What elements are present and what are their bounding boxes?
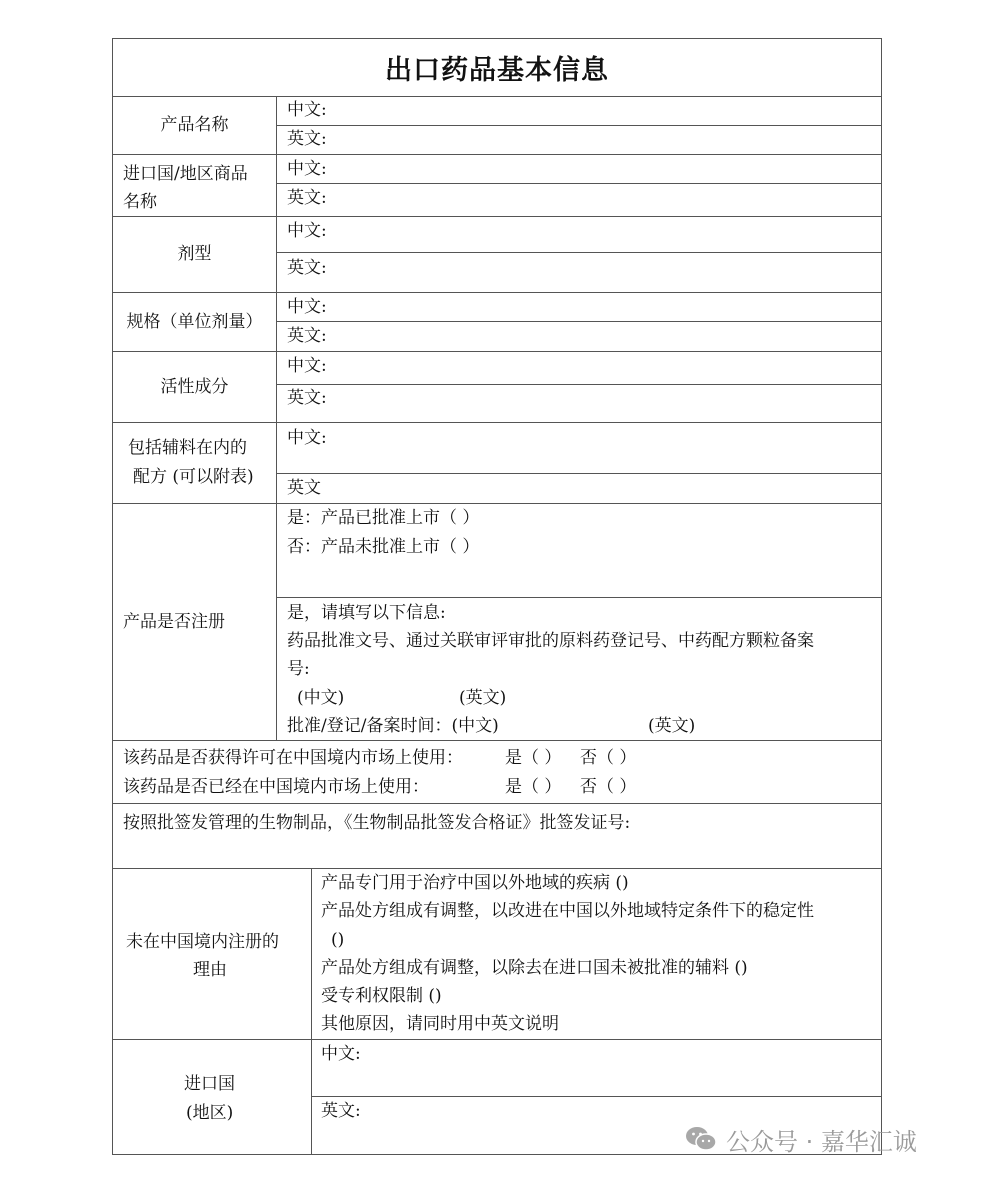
wechat-icon xyxy=(684,1125,718,1153)
dosage-form-cn[interactable]: 中文: xyxy=(287,221,327,241)
specification-cn[interactable]: 中文: xyxy=(287,297,327,317)
approval-number-label-l1: 药品批准文号、通过关联审评审批的原料药登记号、中药配方颗粒备案 xyxy=(287,631,814,651)
approval-number-label-l2: 号: xyxy=(287,659,310,679)
label-specification: 规格（单位剂量） xyxy=(126,311,263,332)
label-registered: 产品是否注册 xyxy=(123,611,225,632)
import-country-en[interactable]: 英文: xyxy=(321,1101,361,1121)
approval-cn-field[interactable]: (中文) xyxy=(297,688,345,708)
watermark-text: 公众号 · 嘉华汇诚 xyxy=(726,1127,917,1156)
market-permit-q2: 该药品是否已经在中国境内市场上使用： xyxy=(123,777,429,797)
formula-cn[interactable]: 中文: xyxy=(287,428,327,448)
reason-option-2-l2[interactable]: () xyxy=(331,930,345,950)
market-permit-q2-no[interactable]: 否（ ） xyxy=(580,777,637,797)
registered-no[interactable]: 否：产品未批准上市（ ） xyxy=(287,537,480,557)
registered-fill-prompt: 是，请填写以下信息: xyxy=(287,603,446,623)
specification-en[interactable]: 英文: xyxy=(287,326,327,346)
active-ingredient-cn[interactable]: 中文: xyxy=(287,356,327,376)
dosage-form-en[interactable]: 英文: xyxy=(287,258,327,278)
import-name-cn[interactable]: 中文: xyxy=(287,159,327,179)
biologics-certificate-field[interactable]: 按照批签发管理的生物制品，《生物制品批签发合格证》批签发证号: xyxy=(123,813,631,833)
approval-time-cn[interactable]: 批准/登记/备案时间：(中文) xyxy=(287,716,499,736)
label-import-name-l2: 名称 xyxy=(123,192,157,212)
active-ingredient-en[interactable]: 英文: xyxy=(287,388,327,408)
registered-yes[interactable]: 是：产品已批准上市（ ） xyxy=(287,508,480,528)
market-permit-q2-yes[interactable]: 是（ ） xyxy=(505,777,562,797)
label-product-name: 产品名称 xyxy=(160,115,229,135)
market-permit-q1-yes[interactable]: 是（ ） xyxy=(505,748,562,768)
watermark xyxy=(684,1122,917,1156)
reason-option-5[interactable]: 其他原因，请同时用中英文说明 xyxy=(321,1014,559,1034)
reason-option-1[interactable]: 产品专门用于治疗中国以外地域的疾病 () xyxy=(321,873,629,893)
reason-option-2-l1[interactable]: 产品处方组成有调整，以改进在中国以外地域特定条件下的稳定性 xyxy=(321,901,814,921)
import-name-en[interactable]: 英文: xyxy=(287,188,327,208)
label-import-name-l1: 进口国/地区商品 xyxy=(123,164,248,184)
product-name-en[interactable]: 英文: xyxy=(287,129,327,149)
market-permit-q1-no[interactable]: 否（ ） xyxy=(580,748,637,768)
market-permit-q1: 该药品是否获得许可在中国境内市场上使用： xyxy=(123,748,463,768)
form-title: 出口药品基本信息 xyxy=(385,54,609,86)
label-formula-l2: 配方 (可以附表) xyxy=(133,467,254,487)
approval-time-en[interactable]: (英文) xyxy=(648,716,696,736)
label-import-country-l2: (地区) xyxy=(186,1103,234,1123)
label-import-country-l1: 进口国 xyxy=(184,1074,235,1094)
reason-option-3[interactable]: 产品处方组成有调整，以除去在进口国未被批准的辅料 () xyxy=(321,958,748,978)
label-active-ingredient: 活性成分 xyxy=(160,376,229,397)
import-country-cn[interactable]: 中文: xyxy=(321,1044,361,1064)
label-dosage-form: 剂型 xyxy=(177,244,212,264)
label-reason-l1: 未在中国境内注册的 xyxy=(126,932,279,952)
label-formula-l1: 包括辅料在内的 xyxy=(128,438,247,458)
label-reason-l2: 理由 xyxy=(193,960,227,980)
reason-option-4[interactable]: 受专利权限制 () xyxy=(321,986,442,1006)
product-name-cn[interactable]: 中文: xyxy=(287,100,327,120)
approval-en-field[interactable]: (英文) xyxy=(459,688,507,708)
formula-en[interactable]: 英文 xyxy=(287,478,321,498)
